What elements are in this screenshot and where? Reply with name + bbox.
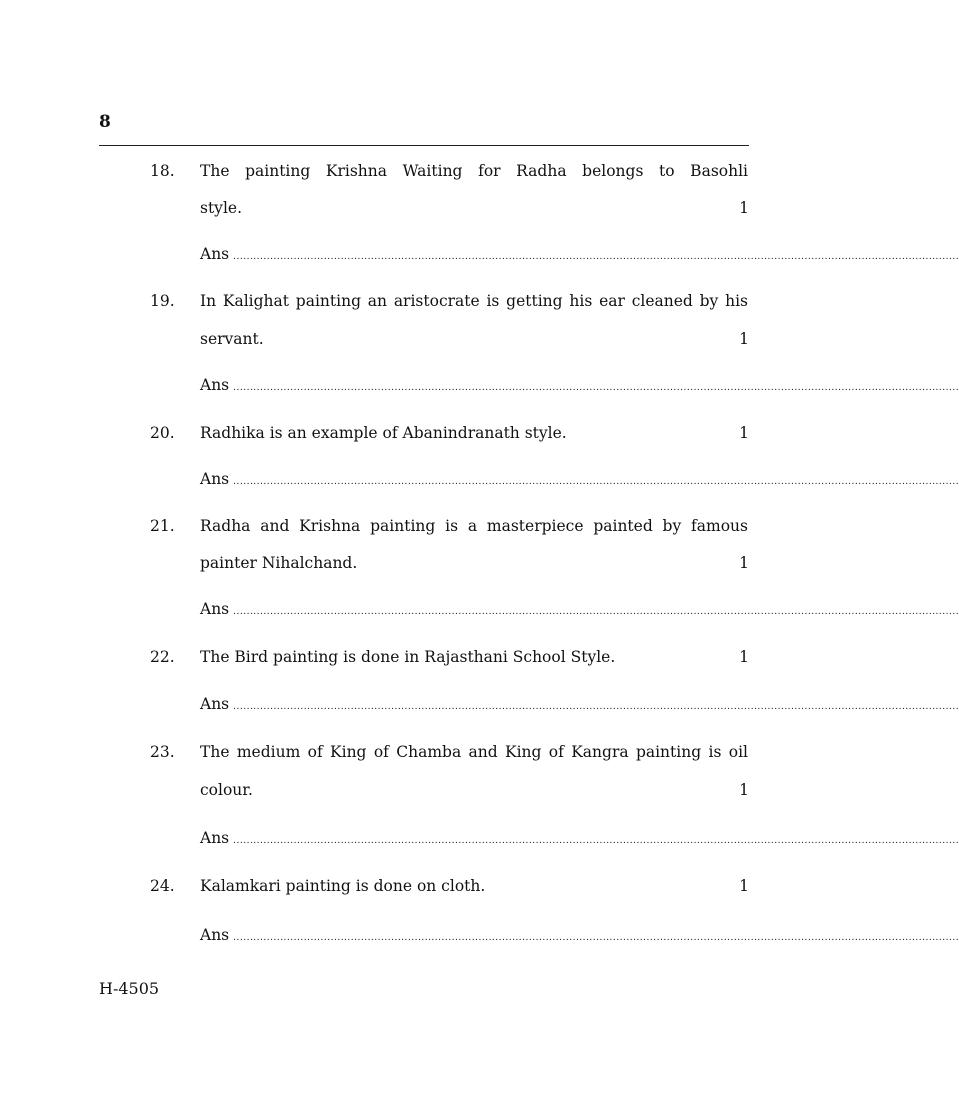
question-marks: 1 (739, 199, 749, 217)
question-marks: 1 (739, 648, 749, 666)
answer-label: Ans (200, 926, 230, 944)
question-number: 20. (150, 424, 175, 442)
answer-line[interactable] (200, 600, 959, 618)
question-text-line2: style. (200, 199, 242, 217)
question-text-line2: colour. (200, 781, 253, 799)
question-text-line2: servant. (200, 330, 264, 348)
question-text-line1: The Bird painting is done in Rajasthani School Style. (200, 648, 616, 666)
question-marks: 1 (739, 781, 749, 799)
answer-label: Ans (200, 376, 230, 394)
answer-line[interactable] (200, 470, 959, 488)
question-marks: 1 (739, 424, 749, 442)
answer-label: Ans (200, 829, 230, 847)
question-number: 18. (150, 162, 175, 180)
question-text-line1: The medium of King of Chamba and King of Kangra painting is oil (200, 743, 748, 761)
answer-line[interactable] (200, 829, 959, 847)
question-marks: 1 (739, 330, 749, 348)
answer-label: Ans (200, 695, 230, 713)
answer-dots: ........................................................................................................................................................................................................................ (233, 607, 959, 617)
question-text-line2: painter Nihalchand. (200, 554, 358, 572)
answer-line[interactable] (200, 926, 959, 944)
answer-dots: ........................................................................................................................................................................................................................ (233, 933, 959, 943)
question-text-line1: Kalamkari painting is done on cloth. (200, 877, 486, 895)
answer-dots: ........................................................................................................................................................................................................................ (233, 702, 959, 712)
answer-dots: ........................................................................................................................................................................................................................ (233, 252, 959, 262)
footer-code: H-4505 (99, 979, 160, 998)
top-rule (99, 145, 749, 146)
question-text-line1: In Kalighat painting an aristocrate is getting his ear cleaned by his (200, 292, 748, 310)
question-text-line1: Radha and Krishna painting is a masterpiece painted by famous (200, 517, 748, 535)
answer-line[interactable] (200, 695, 959, 713)
question-number: 22. (150, 648, 175, 666)
question-text-line1: Radhika is an example of Abanindranath style. (200, 424, 567, 442)
answer-dots: ........................................................................................................................................................................................................................ (233, 383, 959, 393)
answer-label: Ans (200, 470, 230, 488)
question-number: 19. (150, 292, 175, 310)
question-number: 21. (150, 517, 175, 535)
answer-label: Ans (200, 600, 230, 618)
answer-label: Ans (200, 245, 230, 263)
question-number: 23. (150, 743, 175, 761)
page-number: 8 (99, 112, 111, 132)
answer-dots: ........................................................................................................................................................................................................................ (233, 836, 959, 846)
question-number: 24. (150, 877, 175, 895)
question-marks: 1 (739, 554, 749, 572)
question-text-line1: The painting Krishna Waiting for Radha belongs to Basohli (200, 162, 748, 180)
question-marks: 1 (739, 877, 749, 895)
answer-line[interactable] (200, 245, 959, 263)
answer-dots: ........................................................................................................................................................................................................................ (233, 477, 959, 487)
answer-line[interactable] (200, 376, 959, 394)
